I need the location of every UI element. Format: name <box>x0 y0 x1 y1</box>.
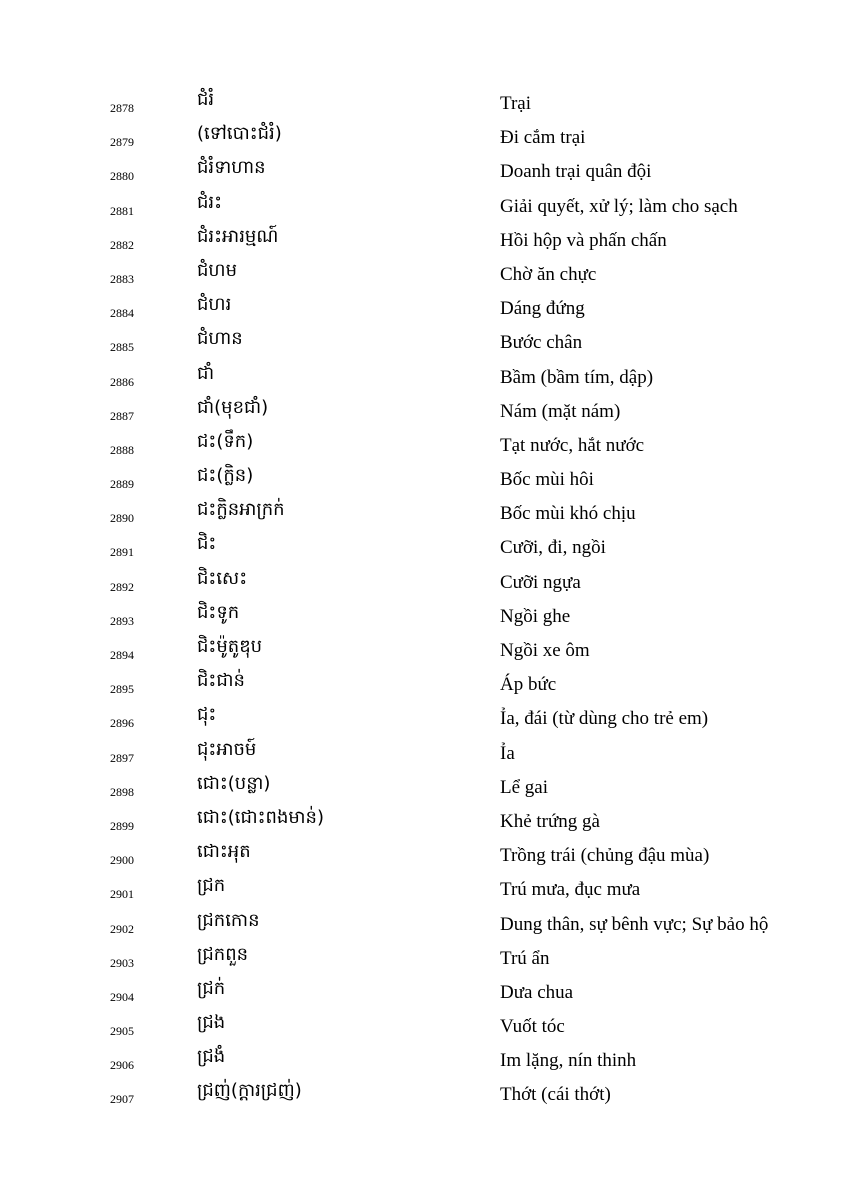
khmer-term: ជាំ(មុខជាំ) <box>197 396 269 418</box>
vietnamese-meaning: Ngồi ghe <box>500 605 571 627</box>
dictionary-entry <box>0 498 848 532</box>
dictionary-entry <box>0 738 848 772</box>
vietnamese-meaning: Bước chân <box>500 332 583 354</box>
dictionary-entry <box>0 669 848 703</box>
dictionary-entry <box>0 703 848 737</box>
entry-number: 2900 <box>110 853 134 868</box>
khmer-term: ជុះ <box>197 704 217 726</box>
dictionary-entry <box>0 909 848 943</box>
vietnamese-meaning: Dưa chua <box>500 981 574 1003</box>
entry-number: 2901 <box>110 887 134 902</box>
khmer-term: ជំរំទាហាន <box>197 157 266 179</box>
khmer-term: ជិះសេះ <box>197 567 248 589</box>
khmer-term: ជិះជាន់ <box>197 670 245 692</box>
entry-list <box>0 88 848 1114</box>
entry-number: 2892 <box>110 579 134 594</box>
dictionary-entry <box>0 396 848 430</box>
khmer-term: ជិះ <box>197 533 217 555</box>
entry-number: 2885 <box>110 340 134 355</box>
entry-number: 2891 <box>110 545 134 560</box>
khmer-term: ជំហាន <box>197 328 243 350</box>
entry-number: 2894 <box>110 648 134 662</box>
entry-number: 2882 <box>110 237 134 252</box>
khmer-term: ជ្រង <box>197 1012 226 1034</box>
vietnamese-meaning: Ỉa, đái (từ dùng cho trẻ em) <box>500 708 709 730</box>
khmer-term: ជោះអុត <box>197 841 251 863</box>
vietnamese-meaning: Trại <box>500 93 531 114</box>
vietnamese-meaning: Lể gai <box>500 776 549 798</box>
khmer-term: ជ្រងំ <box>197 1046 226 1068</box>
khmer-term: ជាំ <box>197 362 215 384</box>
vietnamese-meaning: Bốc mùi khó chịu <box>500 503 636 525</box>
vietnamese-meaning: Chờ ăn chực <box>500 263 597 285</box>
dictionary-entry <box>0 567 848 601</box>
entry-number: 2880 <box>110 169 134 184</box>
khmer-term: ជ្រញ់(ក្ដារជ្រញ់) <box>197 1080 302 1102</box>
dictionary-entry <box>0 840 848 874</box>
vietnamese-meaning: Dung thân, sự bênh vực; Sự bảo hộ <box>500 913 769 935</box>
khmer-term: ជិះទូក <box>197 601 240 623</box>
vietnamese-meaning: Trú mưa, đục mưa <box>500 879 641 901</box>
vietnamese-meaning: Tạt nước, hắt nước <box>500 434 645 456</box>
dictionary-entry <box>0 635 848 669</box>
vietnamese-meaning: Nám (mặt nám) <box>500 400 621 422</box>
khmer-term: ជ្រកកោន <box>197 909 260 931</box>
vietnamese-meaning: Ỉa <box>500 742 515 764</box>
vietnamese-meaning: Bầm (bầm tím, dập) <box>500 366 654 388</box>
entry-number: 2897 <box>110 750 134 765</box>
vietnamese-meaning: Thớt (cái thớt) <box>500 1084 611 1106</box>
khmer-term: ជំរះអារម្មណ៍ <box>197 225 279 247</box>
dictionary-entry <box>0 874 848 908</box>
dictionary-entry <box>0 1011 848 1045</box>
dictionary-entry <box>0 532 848 566</box>
vietnamese-meaning: Dáng đứng <box>500 298 585 320</box>
dictionary-entry <box>0 122 848 156</box>
entry-number: 2890 <box>110 511 134 526</box>
dictionary-entry <box>0 156 848 190</box>
entry-number: 2893 <box>110 613 134 628</box>
khmer-term: ជំហរ <box>197 294 232 316</box>
vietnamese-meaning: Trồng trái (chủng đậu mùa) <box>500 845 710 867</box>
entry-number: 2895 <box>110 682 134 697</box>
vietnamese-meaning: Giải quyết, xử lý; làm cho sạch <box>500 195 738 217</box>
entry-number: 2904 <box>110 989 134 1004</box>
khmer-term: (ទៅបោះជំរំ) <box>197 123 282 145</box>
khmer-term: ជ្រក <box>197 875 226 897</box>
entry-number: 2906 <box>110 1058 134 1073</box>
entry-number: 2899 <box>110 818 134 833</box>
khmer-term: ជ្រក់ <box>197 977 226 999</box>
entry-number: 2878 <box>110 101 134 115</box>
khmer-term: ជំរំ <box>197 89 215 110</box>
entry-number: 2888 <box>110 442 134 457</box>
vietnamese-meaning: Im lặng, nín thinh <box>500 1050 637 1072</box>
entry-number: 2907 <box>110 1092 134 1107</box>
dictionary-entry <box>0 601 848 635</box>
dictionary-entry <box>0 1045 848 1079</box>
khmer-term: ជះ(ក្លិន) <box>197 465 254 487</box>
dictionary-entry <box>0 464 848 498</box>
vietnamese-meaning: Hồi hộp và phấn chấn <box>500 229 667 251</box>
khmer-term: ជំហម <box>197 259 237 281</box>
entry-number: 2887 <box>110 408 134 423</box>
entry-number: 2884 <box>110 306 134 321</box>
entry-number: 2889 <box>110 477 134 492</box>
khmer-term: ជះក្លិនអាក្រក់ <box>197 499 285 521</box>
vietnamese-meaning: Cưỡi ngựa <box>500 571 581 593</box>
vietnamese-meaning: Ngồi xe ôm <box>500 640 590 661</box>
vietnamese-meaning: Vuốt tóc <box>500 1016 565 1038</box>
dictionary-entry <box>0 191 848 225</box>
khmer-term: ជិះម៉ូតូឌុប <box>197 636 263 657</box>
entry-number: 2898 <box>110 784 134 799</box>
dictionary-entry <box>0 943 848 977</box>
entry-number: 2905 <box>110 1024 134 1039</box>
entry-number: 2903 <box>110 955 134 970</box>
vietnamese-meaning: Đi cắm trại <box>500 127 586 149</box>
entry-number: 2883 <box>110 271 134 286</box>
khmer-term: ជ្រកពួន <box>197 943 249 965</box>
entry-number: 2886 <box>110 374 134 389</box>
vietnamese-meaning: Khẻ trứng gà <box>500 810 600 832</box>
dictionary-entry <box>0 430 848 464</box>
vietnamese-meaning: Cưỡi, đi, ngồi <box>500 537 606 559</box>
dictionary-entry <box>0 327 848 361</box>
dictionary-entry <box>0 293 848 327</box>
dictionary-entry <box>0 977 848 1011</box>
dictionary-entry <box>0 259 848 293</box>
dictionary-entry <box>0 1079 848 1113</box>
dictionary-entry <box>0 806 848 840</box>
khmer-term: ជោះ(ជោះពងមាន់) <box>197 806 324 828</box>
khmer-term: ជោះ(បន្លា) <box>197 772 271 794</box>
dictionary-entry <box>0 362 848 396</box>
khmer-term: ជំរះ <box>197 191 223 213</box>
entry-number: 2881 <box>110 203 134 218</box>
entry-number: 2902 <box>110 921 134 936</box>
vietnamese-meaning: Áp bức <box>500 674 557 696</box>
dictionary-entry <box>0 88 848 122</box>
khmer-term: ជះ(ទឹក) <box>197 430 254 452</box>
vietnamese-meaning: Bốc mùi hôi <box>500 469 594 491</box>
dictionary-entry <box>0 225 848 259</box>
vietnamese-meaning: Doanh trại quân đội <box>500 161 652 183</box>
entry-number: 2896 <box>110 716 134 731</box>
khmer-term: ជុះអាចម៍ <box>197 738 257 760</box>
vietnamese-meaning: Trú ẩn <box>500 947 550 969</box>
dictionary-entry <box>0 772 848 806</box>
entry-number: 2879 <box>110 135 134 150</box>
